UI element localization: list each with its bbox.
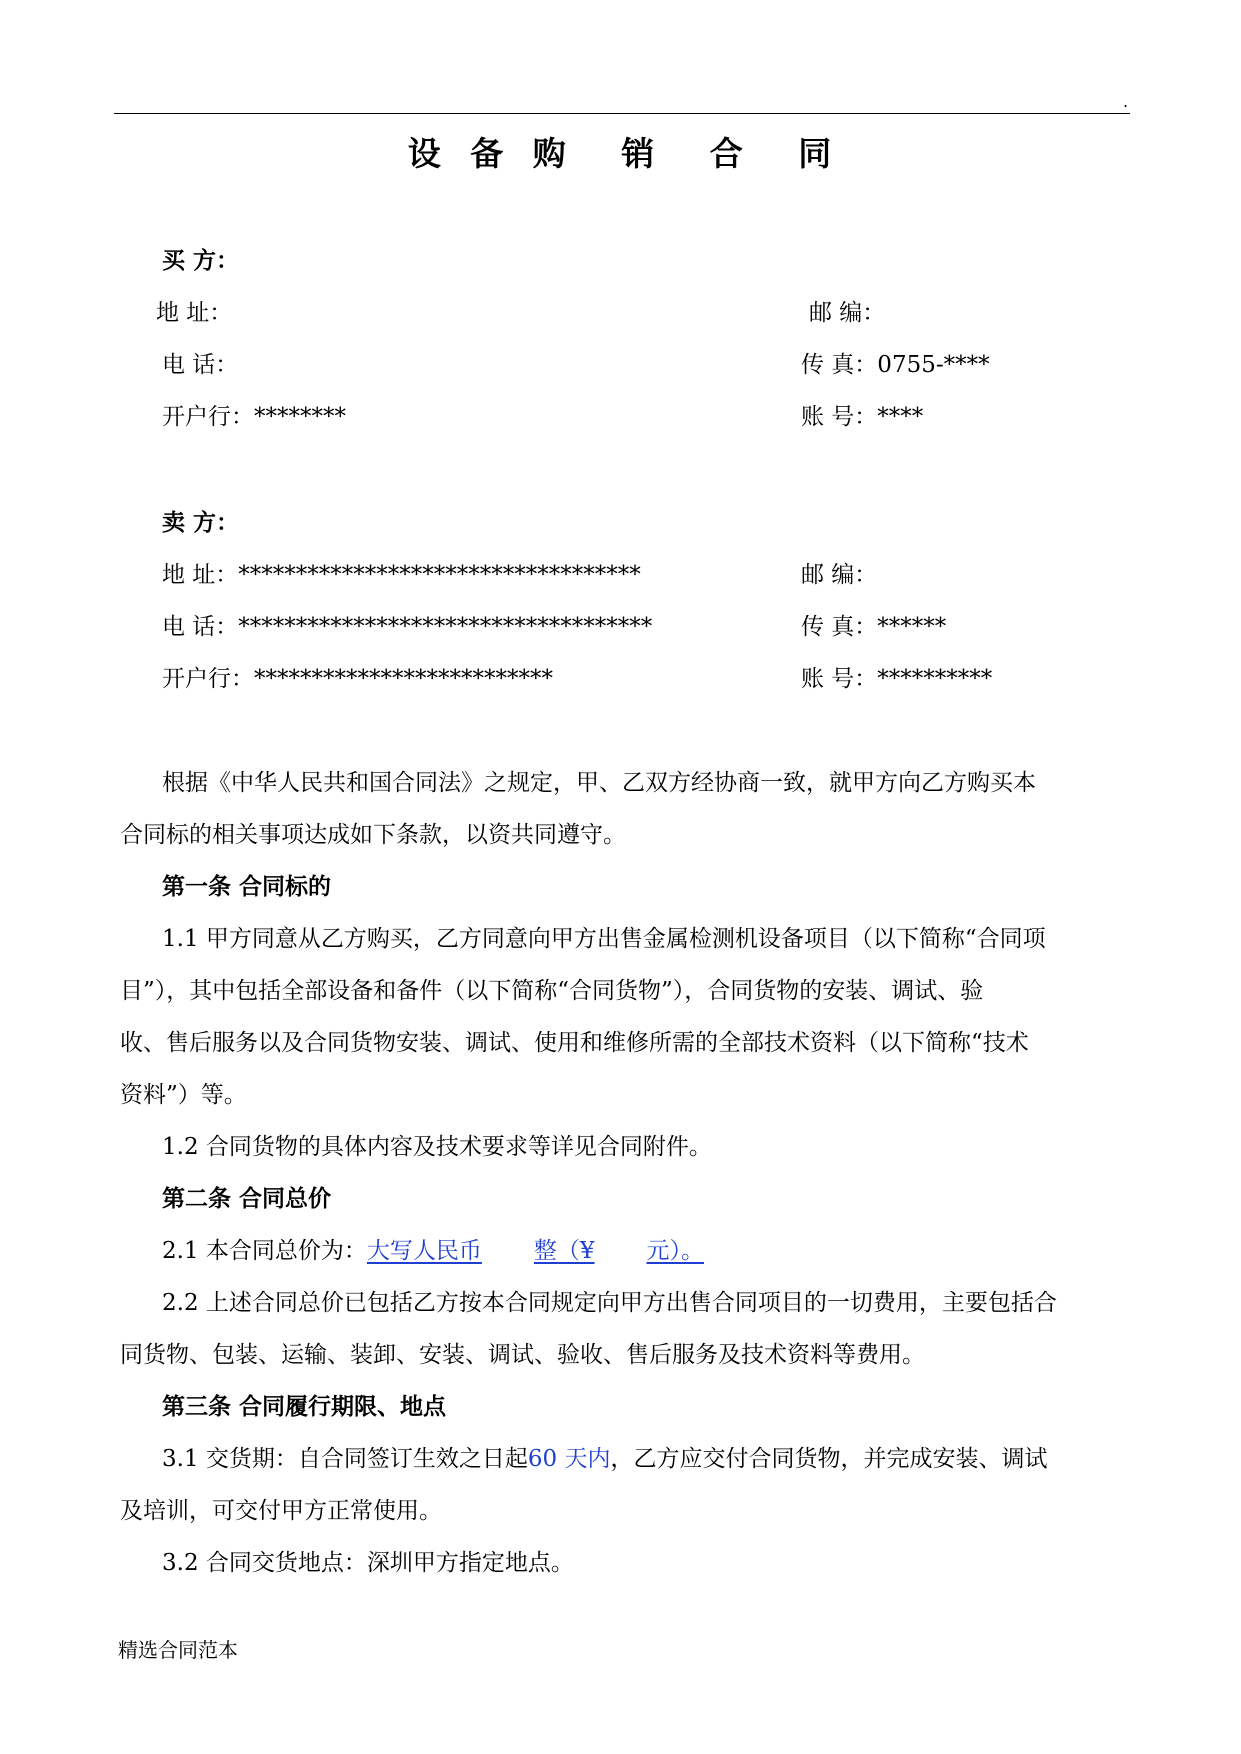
title-char: 备	[470, 134, 506, 173]
delivery-days: 60 天内	[527, 1446, 611, 1472]
buyer-zip: 邮 编：	[809, 300, 886, 326]
title-char: 合	[709, 134, 745, 173]
seller-zip: 邮 编：	[801, 562, 878, 588]
seller-address: 地 址：***********************************	[162, 562, 641, 588]
total-price-prefix: 2.1 本合同总价为：	[162, 1238, 367, 1264]
header-rule	[114, 113, 1130, 114]
amount-unit: 元）。	[646, 1238, 705, 1264]
amount-words: 大写人民币	[366, 1238, 482, 1264]
seller-bank: 开户行：**************************	[162, 666, 553, 692]
total-price-amount	[367, 1238, 704, 1264]
title-char: 购	[532, 134, 568, 173]
buyer-phone: 电 话：	[162, 352, 239, 378]
article-heading: 第二条 合同总价	[162, 1186, 332, 1212]
buyer-address: 地 址：	[156, 300, 233, 326]
article-heading: 第三条 合同履行期限、地点	[162, 1394, 447, 1420]
title-char: 同	[798, 134, 834, 173]
intro-line: 根据《中华人民共和国合同法》之规定，甲、乙双方经协商一致，就甲方向乙方购买本	[162, 770, 1036, 796]
page-title	[0, 128, 1241, 175]
intro-line: 合同标的相关事项达成如下条款，以资共同遵守。	[120, 822, 626, 848]
delivery-suffix: ，乙方应交付合同货物，并完成安装、调试	[610, 1446, 1048, 1472]
article-text: 目”），其中包括全部设备和备件（以下简称“合同货物”），合同货物的安装、调试、验	[120, 978, 984, 1004]
article-text: 1.1 甲方同意从乙方购买，乙方同意向甲方出售金属检测机设备项目（以下简称“合同项	[162, 926, 1046, 952]
seller-fax: 传 真：******	[801, 614, 947, 640]
seller-account: 账 号：**********	[801, 666, 993, 692]
footer-text: 精选合同范本	[118, 1638, 238, 1662]
article-text: 2.2 上述合同总价已包括乙方按本合同规定向甲方出售合同项目的一切费用，主要包括合	[162, 1290, 1057, 1316]
delivery-period-line	[162, 1440, 1047, 1473]
title-char: 设	[407, 134, 443, 173]
header-mark: .	[1123, 92, 1129, 111]
article-text: 资料”）等。	[120, 1082, 247, 1108]
article-text: 3.2 合同交货地点：深圳甲方指定地点。	[162, 1550, 574, 1576]
seller-label: 卖 方：	[162, 510, 240, 536]
buyer-bank: 开户行：********	[162, 404, 346, 430]
amount-figure: 整（¥	[533, 1238, 595, 1264]
seller-phone: 电 话：************************************	[162, 614, 653, 640]
article-heading: 第一条 合同标的	[162, 874, 332, 900]
buyer-fax: 传 真：0755-****	[801, 352, 990, 378]
article-text: 及培训，可交付甲方正常使用。	[120, 1498, 442, 1524]
buyer-label: 买 方：	[162, 248, 240, 274]
article-text: 同货物、包装、运输、装卸、安装、调试、验收、售后服务及技术资料等费用。	[120, 1342, 925, 1368]
article-text: 收、售后服务以及合同货物安装、调试、使用和维修所需的全部技术资料（以下简称“技术	[120, 1030, 1029, 1056]
article-text: 1.2 合同货物的具体内容及技术要求等详见合同附件。	[162, 1134, 712, 1160]
delivery-prefix: 3.1 交货期：自合同签订生效之日起	[162, 1446, 528, 1472]
title-char: 销	[621, 134, 657, 173]
buyer-account: 账 号：****	[801, 404, 924, 430]
total-price-line	[162, 1232, 704, 1265]
